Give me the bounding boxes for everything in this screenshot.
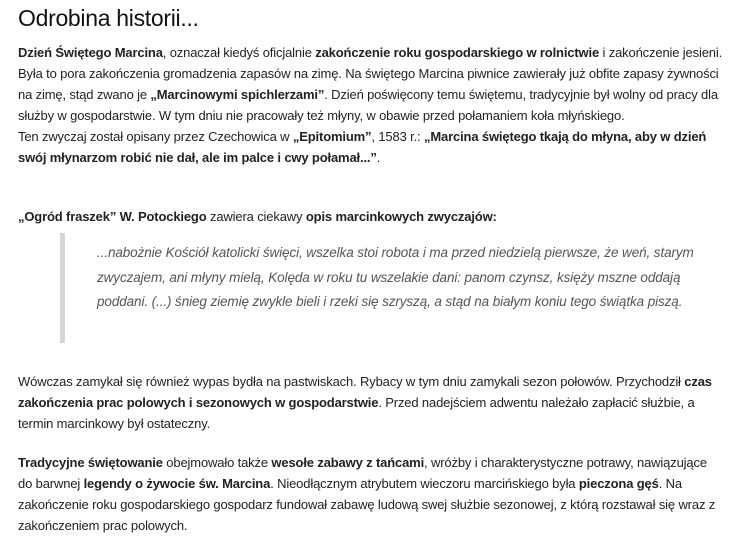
- text-span: , oznaczał kiedyś oficjalnie: [162, 45, 316, 60]
- text-span: i zakończenie jesieni. Była to pora zakończenia gromadzenia zapasów na zimę. Na świętego Marcina piwnice zawierały już obfite zapasy żywności na zimę, stąd zwano je: [18, 45, 723, 102]
- text-span: . Przed nadejściem adwentu należało zapłacić służbie, a termin marcinkowy był ostateczny.: [18, 395, 695, 431]
- bold-phrase: pieczona gęś: [578, 476, 659, 491]
- bold-phrase: Dzień Świętego Marcina: [18, 45, 163, 60]
- quote-text: ...nabożnie Kościół katolicki święci, wszelka stoi robota i ma przed niedzielą pierwsze, że weń, starym zwyczajem, ani młyny mielą, Kolęda w roku tu wszelakie dani: panom czynsz, księży mszne oddają poddani. (...) śnieg ziemię zwykle bieli i rzeki się szryszą, a stąd na białym koniu tego świątka piszą.: [97, 245, 694, 309]
- bold-phrase: legendy o żywocie św. Marcina: [83, 476, 271, 491]
- paragraph-st-martins-day: [18, 42, 724, 168]
- paragraph-ogrod-fraszek: [18, 206, 724, 227]
- bold-phrase: „Marcina świętego tkają do młyna, aby w dzień swój młynarzom robić nie dał, ale im palce i cwy połamał...”: [18, 129, 707, 165]
- bold-phrase: Tradycyjne świętowanie: [18, 455, 163, 470]
- text-span: Wówczas zamykał się również wypas bydła na pastwiskach. Rybacy w tym dniu zamykali sezon połowów. Przychodził: [18, 374, 685, 389]
- bold-phrase: zakończenie roku gospodarskiego w rolnictwie: [315, 45, 600, 60]
- text-span: , 1583 r.:: [371, 129, 424, 144]
- bold-phrase: „Ogród fraszek” W. Potockiego: [18, 209, 207, 224]
- bold-phrase: „Marcinowymi spichlerzami”: [150, 87, 325, 102]
- text-span: obejmowało także: [162, 455, 272, 470]
- text-span: Ten zwyczaj został opisany przez Czechowica w: [18, 129, 293, 144]
- text-span: . Nieodłącznym atrybutem wieczoru marcińskiego była: [270, 476, 579, 491]
- text-span: . Na zakończenie roku gospodarskiego gospodarz fundował zabawę ludową swej służbie sezonowej, z którą rozstawał się wraz z zakończeniem prac polowych.: [18, 476, 716, 533]
- blockquote: [60, 233, 729, 343]
- article-title: Odrobina historii...: [18, 5, 199, 31]
- bold-phrase: opis marcinkowych zwyczajów:: [305, 209, 497, 224]
- text-span: zawiera ciekawy: [206, 209, 306, 224]
- text-span: .: [376, 150, 381, 165]
- bold-phrase: „Epitomium”: [292, 129, 372, 144]
- text-span: , wróżby i charakterystyczne potrawy, nawiązujące do barwnej: [18, 455, 707, 491]
- paragraph-celebration: [18, 452, 724, 536]
- bold-phrase: czas zakończenia prac polowych i sezonowych w gospodarstwie: [18, 374, 712, 410]
- bold-phrase: wesołe zabawy z tańcami: [271, 455, 425, 470]
- text-span: . Dzień poświęcony temu świętemu, tradycyjnie był wolny od pracy dla służby w gospodarstwie. W tym dniu nie pracowały też młyny, w obawie przed połamaniem koła młyńskiego.: [18, 87, 718, 123]
- paragraph-season-end: [18, 371, 724, 434]
